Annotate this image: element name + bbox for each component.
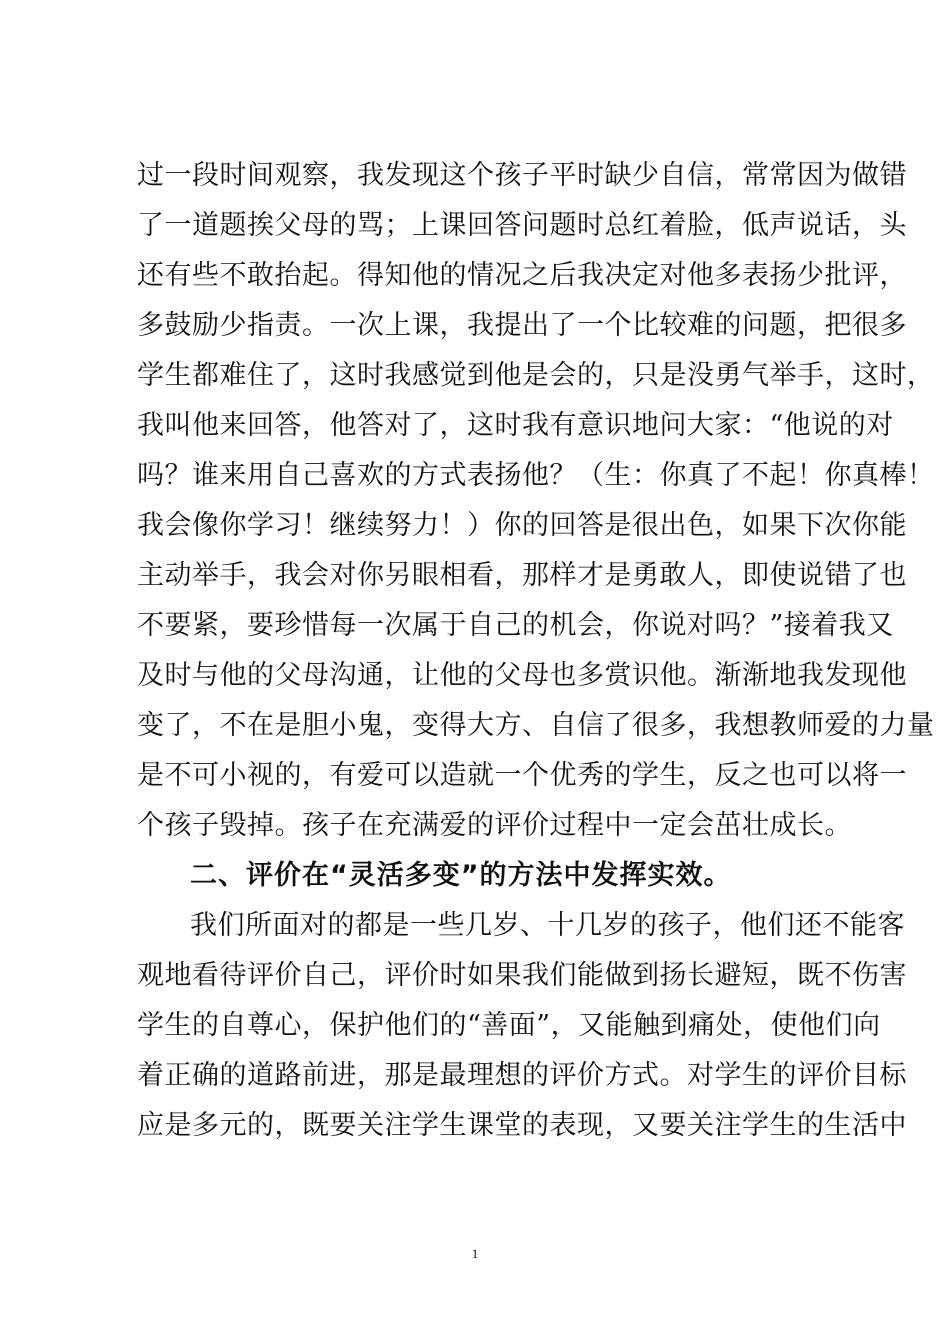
paragraph-line: 观地看待评价自己，评价时如果我们能做到扬长避短，既不伤害 — [137, 960, 907, 991]
paragraph-line: 着正确的道路前进，那是最理想的评价方式。对学生的评价目标 — [137, 1060, 907, 1091]
paragraph-line: 不要紧，要珍惜每一次属于自己的机会，你说对吗？”接着我又 — [137, 610, 894, 641]
page-number: 1 — [471, 1246, 479, 1261]
paragraph-line: 变了，不在是胆小鬼，变得大方、自信了很多，我想教师爱的力量 — [137, 710, 935, 741]
paragraph-line: 过一段时间观察，我发现这个孩子平时缺少自信，常常因为做错 — [137, 160, 907, 191]
paragraph-line: 个孩子毁掉。孩子在充满爱的评价过程中一定会茁壮成长。 — [137, 810, 852, 841]
paragraph-line: 我们所面对的都是一些几岁、十几岁的孩子，他们还不能客 — [190, 910, 905, 941]
paragraph-line: 多鼓励少指责。一次上课，我提出了一个比较难的问题，把很多 — [137, 310, 907, 341]
paragraph-line: 主动举手，我会对你另眼相看，那样才是勇敢人，即使说错了也 — [137, 560, 907, 591]
paragraph-line: 我叫他来回答，他答对了，这时我有意识地问大家：“他说的对 — [137, 410, 894, 441]
paragraph-line: 我会像你学习！继续努力！）你的回答是很出色，如果下次你能 — [137, 510, 907, 541]
paragraph-line: 是不可小视的，有爱可以造就一个优秀的学生，反之也可以将一 — [137, 760, 907, 791]
paragraph-line: 还有些不敢抬起。得知他的情况之后我决定对他多表扬少批评， — [137, 260, 907, 291]
paragraph-line: 学生的自尊心，保护他们的“善面”，又能触到痛处，使他们向 — [137, 1010, 881, 1041]
paragraph-line: 应是多元的，既要关注学生课堂的表现，又要关注学生的生活中 — [137, 1110, 907, 1141]
paragraph-line: 了一道题挨父母的骂；上课回答问题时总红着脸，低声说话，头 — [137, 210, 907, 241]
paragraph-line: 及时与他的父母沟通，让他的父母也多赏识他。渐渐地我发现他 — [137, 660, 907, 691]
paragraph-line: 吗？谁来用自己喜欢的方式表扬他？（生：你真了不起！你真棒！ — [137, 460, 935, 491]
paragraph-line: 学生都难住了，这时我感觉到他是会的，只是没勇气举手，这时， — [137, 360, 935, 391]
section-heading: 二、评价在“灵活多变”的方法中发挥实效。 — [190, 860, 732, 891]
